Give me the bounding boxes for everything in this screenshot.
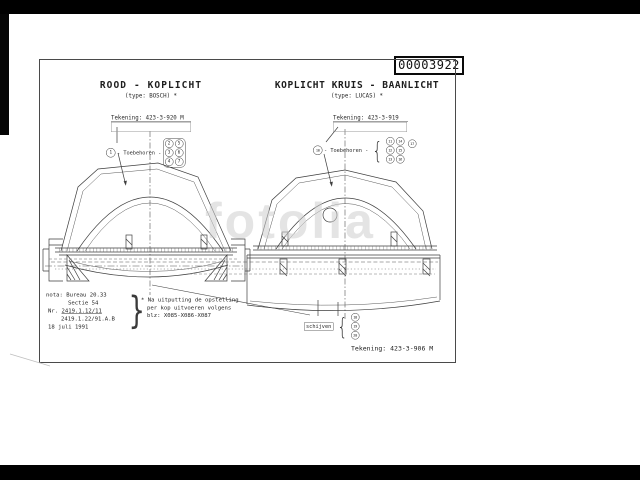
part-number-circle: 15 — [396, 146, 405, 155]
part-number-circle: 5 — [175, 140, 184, 149]
part-number-circle: 14 — [396, 137, 405, 146]
note-line: 2419.1.22/91.A.B — [61, 315, 115, 322]
note-line: Nr. 2419.1.12/11 — [48, 307, 102, 314]
document-number-stamp: 00003922 — [394, 56, 464, 75]
left-drawing-title: ROOD - KOPLICHT — [99, 80, 203, 91]
right-drawing-type: (type: LUCAS) * — [331, 92, 383, 99]
letterbox-top — [0, 0, 640, 14]
letterbox-bottom — [0, 465, 640, 480]
part-number-circle: 13 — [386, 155, 395, 164]
note-line: 18 juli 1991 — [48, 323, 89, 330]
brace-glyph: { — [336, 312, 348, 340]
part-number-circle: 3 — [165, 149, 174, 158]
left-drawing-type: (type: BOSCH) * — [125, 92, 177, 99]
part-number-group — [386, 137, 405, 164]
footnote-line: blz: X085-X086-X087 — [147, 312, 211, 319]
right-tekening-ref: Tekening: 423-3-919 — [333, 114, 408, 122]
footnote-line: * Na uitputting de opstelling — [141, 296, 239, 303]
brace-glyph: { — [371, 136, 383, 164]
part-number-circle: 20 — [351, 331, 360, 340]
page-edge-artifact — [8, 350, 68, 370]
part-number-circle: 2 — [165, 140, 174, 149]
part-number-circle: 11 — [386, 137, 395, 146]
brace-glyph: } — [128, 289, 146, 332]
footer-tekening-ref: Tekening: 423-3-906 M — [351, 345, 434, 353]
part-number-circle: 6 — [175, 149, 184, 158]
toebehoren-label: - Toebehoren - — [324, 147, 369, 154]
footnote-line: per kop uitvoeren volgens — [147, 304, 232, 311]
part-number-circle: 10 — [313, 146, 323, 156]
part-number-circle: 16 — [396, 155, 405, 164]
part-number-circle: 17 — [408, 140, 417, 149]
left-tekening-ref: Tekening: 423-3-920 M — [111, 114, 191, 122]
part-number-circle: 4 — [165, 158, 174, 167]
right-drawing-title: KOPLICHT KRUIS - BAANLICHT — [274, 80, 440, 91]
part-number-circle: 7 — [175, 158, 184, 167]
note-line: Sectie 54 — [68, 299, 99, 306]
part-number-circle: 1 — [106, 148, 116, 158]
toebehoren-label: - Toebehoren - — [117, 149, 162, 156]
left-tekening-box — [111, 122, 191, 132]
part-number-group — [163, 138, 186, 168]
scan-edge-artifact — [0, 14, 9, 135]
part-number-circle: 12 — [386, 146, 395, 155]
part-number-circle: 19 — [351, 322, 360, 331]
right-tekening-box — [333, 122, 407, 132]
watermark-text: fotolia — [205, 193, 376, 249]
schijven-label: schijven — [306, 323, 332, 330]
part-number-circle: 18 — [351, 313, 360, 322]
note-line: nota: Bureau 20.33 — [46, 291, 107, 298]
